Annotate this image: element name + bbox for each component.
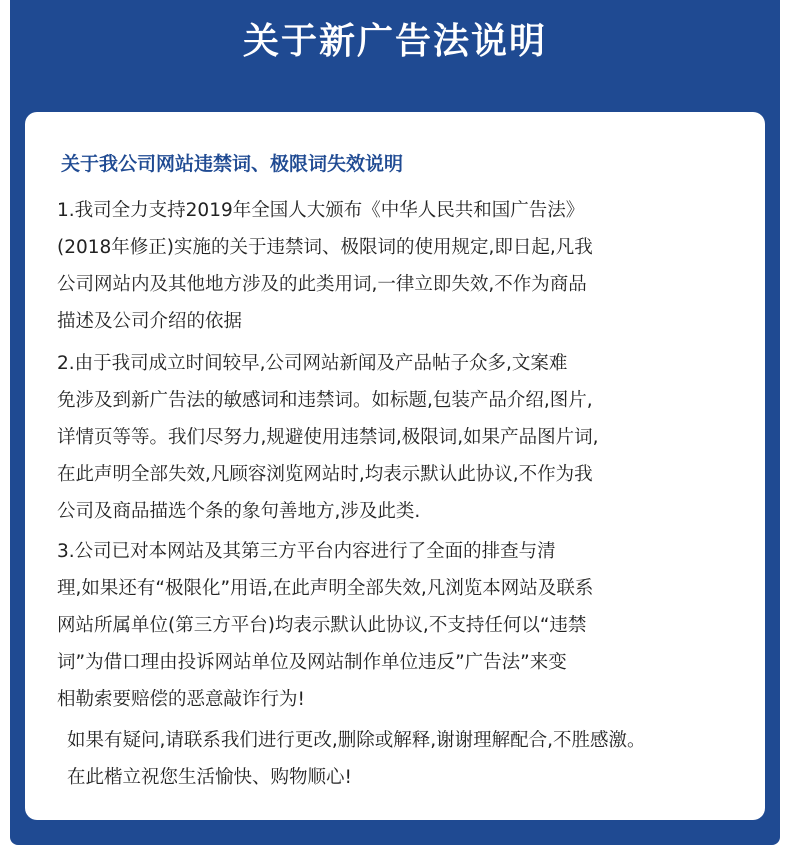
notice-paragraph-1: 1.我司全力支持2019年全国人大颁布《中华人民共和国广告法》 (2018年修正)实施的关于违禁词、极限词的使用规定,即日起,凡我 公司网站内及其他地方涉及的此类用词,一律立即失效,不作为商品 描述及公司介绍的依据 bbox=[57, 200, 593, 332]
page-title: 关于新广告法说明 bbox=[242, 21, 547, 62]
notice-subtitle: 关于我公司网站违禁词、极限词失效说明 bbox=[61, 153, 404, 175]
closing-text: 如果有疑问,请联系我们进行更改,删除或解释,谢谢理解配合,不胜感激。 在此楷立祝您生活愉快、购物顺心! bbox=[67, 730, 646, 788]
notice-card bbox=[25, 112, 765, 820]
notice-paragraph-3: 3.公司已对本网站及其第三方平台内容进行了全面的排查与清 理,如果还有“极限化”用语,在此声明全部失效,凡浏览本网站及联系 网站所属单位(第三方平台)均表示默认此协议,不支持任何以“违禁 词”为借口理由投诉网站单位及网站制作单位违反”广告法”来变 相勒索要赔偿的恶意敲诈行为! bbox=[57, 541, 594, 710]
notice-paragraph-2: 2.由于我司成立时间较早,公司网站新闻及产品帖子众多,文案难 免涉及到新广告法的敏感词和违禁词。如标题,包装产品介绍,图片, 详情页等等。我们尽努力,规避使用违禁词,极限词,如果产品图片词, 在此声明全部失效,凡顾容浏览网站时,均表示默认此协议,不作为我 公司及商品描选个条的象句善地方,涉及此类. bbox=[57, 353, 599, 522]
notice-banner bbox=[10, 0, 780, 845]
